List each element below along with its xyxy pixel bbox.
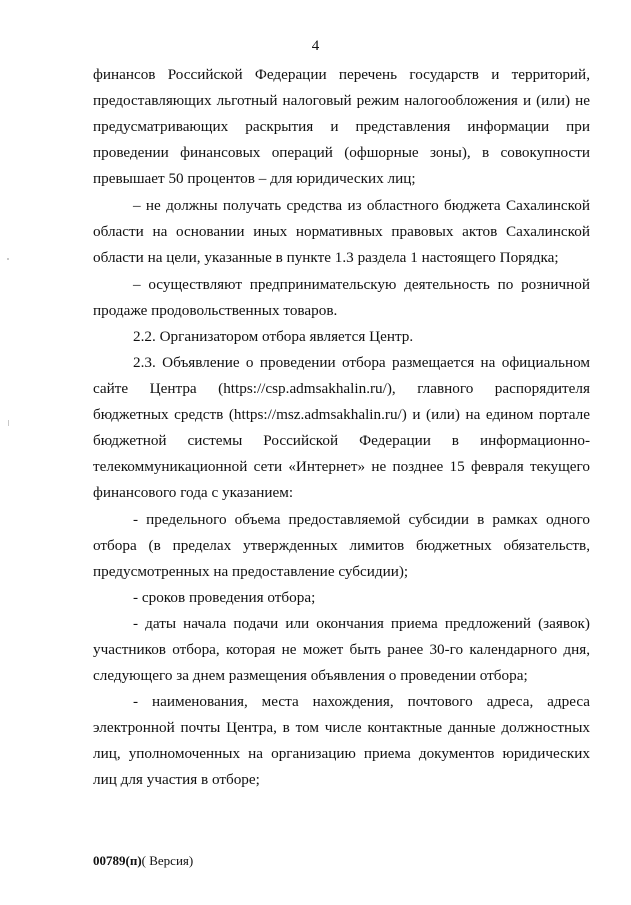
paragraph-2-3: 2.3. Объявление о проведении отбора размещается на официальном сайте Центра (https://csp.admsakhalin.ru/), главного распорядителя бюджетных средств (https://msz.admsakhalin.ru/) и (или) на едином портале бюджетной системы Российской Федерации в информационно-телекоммуникационной сети «Интернет» не позднее 15 февраля текущего финансового года с указанием: — [93, 354, 590, 501]
list-item-selection-dates: - сроков проведения отбора; — [133, 589, 316, 606]
paragraph-2-2: 2.2. Организатором отбора является Центр. — [133, 328, 414, 345]
document-footer — [93, 853, 193, 869]
page-number: 4 — [311, 38, 320, 54]
scan-artifact-dot — [7, 258, 9, 260]
list-item-center-contacts: - наименования, места нахождения, почтового адреса, адреса электронной почты Центра, в том числе контактные данные должностных лиц, уполномоченных на организацию приема документов юридических лиц для участия в отборе; — [93, 693, 590, 788]
paragraph-condition-retail: – осуществляют предпринимательскую деятельность по розничной продаже продовольственных товаров. — [93, 276, 590, 319]
list-item-subsidy-volume: - предельного объема предоставляемой субсидии в рамках одного отбора (в пределах утвержденных лимитов бюджетных обязательств, предусмотренных на предоставление субсидии); — [93, 511, 590, 580]
paragraph-condition-budget: – не должны получать средства из областного бюджета Сахалинской области на основании иных нормативных правовых актов Сахалинской области на цели, указанные в пункте 1.3 раздела 1 настоящего Порядка; — [93, 197, 590, 266]
document-code: 00789(п) — [93, 853, 142, 868]
document-body — [93, 62, 590, 793]
paragraph-continuation: финансов Российской Федерации перечень государств и территорий, предоставляющих льготный налоговый режим налогообложения и (или) не предусматривающих раскрытия и представления информации при проведении финансовых операций (офшорные зоны), в совокупности превышает 50 процентов – для юридических лиц; — [93, 66, 590, 187]
scan-artifact-dot — [8, 420, 9, 426]
list-item-application-dates: - даты начала подачи или окончания приема предложений (заявок) участников отбора, которая не может быть ранее 30-го календарного дня, следующего за днем размещения объявления о проведении отбора; — [93, 615, 590, 684]
document-version: ( Версия) — [141, 853, 194, 868]
